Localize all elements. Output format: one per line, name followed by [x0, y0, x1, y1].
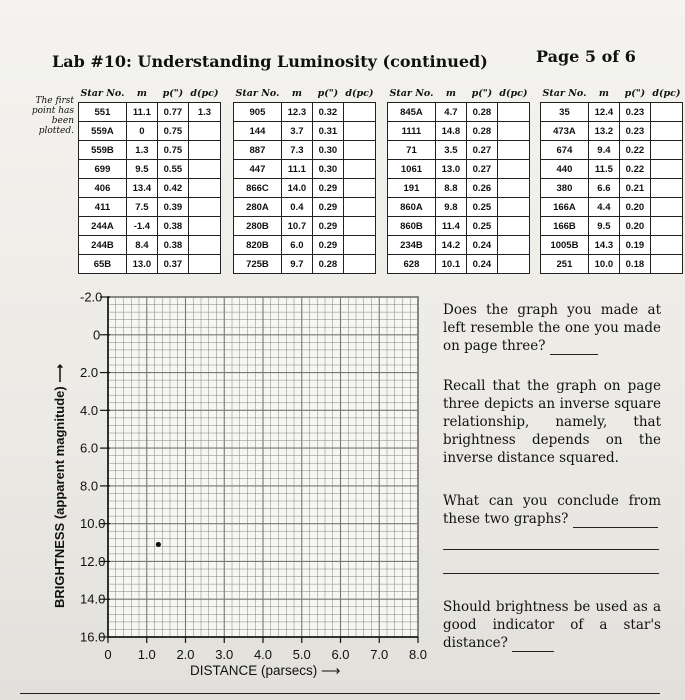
table-cell: 9.7	[281, 255, 312, 274]
column-header: p(")	[162, 87, 184, 99]
table-cell: 820B	[234, 236, 282, 255]
column-header: d(pc)	[190, 87, 219, 99]
x-tick-label: 0	[104, 647, 112, 662]
table-cell: 0.75	[157, 141, 188, 160]
table-cell: 13.0	[126, 255, 157, 274]
table-cell: 0.26	[466, 179, 497, 198]
table-cell: 0.42	[157, 179, 188, 198]
table-cell: 0.77	[157, 103, 188, 122]
table-cell: 0.37	[157, 255, 188, 274]
column-header: p(")	[317, 87, 339, 99]
table-cell: 13.4	[126, 179, 157, 198]
table-cell: 1005B	[541, 236, 589, 255]
table-cell: 380	[541, 179, 589, 198]
table-cell: 887	[234, 141, 282, 160]
y-tick-label: 14.0	[80, 591, 106, 607]
table-cell: 244A	[79, 217, 127, 236]
column-header: m	[291, 87, 302, 99]
table-cell: 0.31	[312, 122, 343, 141]
table-cell: 845A	[388, 103, 436, 122]
answer-blank-3[interactable]	[573, 527, 658, 528]
table-cell: 13.0	[435, 160, 466, 179]
table-cell: 3.7	[281, 122, 312, 141]
table-cell: 628	[388, 255, 436, 274]
table-cell: 9.8	[435, 198, 466, 217]
page-title: Lab #10: Understanding Luminosity (continued)	[52, 52, 488, 71]
table-cell: 0.27	[466, 141, 497, 160]
table-cell: 6.0	[281, 236, 312, 255]
arrow-up-icon: ⟶	[52, 363, 67, 383]
table-cell: 251	[541, 255, 589, 274]
table-cell: 7.5	[126, 198, 157, 217]
x-tick-label: 8.0	[408, 647, 428, 662]
table-cell: 12.4	[588, 103, 619, 122]
table-cell: 244B	[79, 236, 127, 255]
table-cell: 447	[234, 160, 282, 179]
y-tick-label: 10.0	[80, 516, 106, 532]
table-cell: 674	[541, 141, 589, 160]
table-cell: 8.8	[435, 179, 466, 198]
table-cell: 0.55	[157, 160, 188, 179]
question-4: Should brightness be used as a good indicator of a star's distance?	[443, 599, 661, 651]
x-tick-label: 5.0	[292, 647, 311, 662]
table-cell: 0.30	[312, 141, 343, 160]
y-axis-label: BRIGHTNESS (apparent magnitude) ⟶	[52, 363, 67, 608]
table-cell: 0.25	[466, 217, 497, 236]
answer-line-3b[interactable]	[443, 549, 659, 550]
table-cell: 0.30	[312, 160, 343, 179]
x-tick-label: 3.0	[215, 647, 234, 662]
table-cell: 6.6	[588, 179, 619, 198]
table-cell: 11.1	[281, 160, 312, 179]
table-cell: 0.22	[619, 141, 650, 160]
table-cell: 12.3	[281, 103, 312, 122]
column-header: d(pc)	[652, 87, 681, 99]
y-tick-label: 12.0	[80, 553, 106, 569]
table-cell: 473A	[541, 122, 589, 141]
table-cell: 4.4	[588, 198, 619, 217]
table-cell: 0.29	[312, 179, 343, 198]
table-cell: 280A	[234, 198, 282, 217]
column-header: m	[136, 87, 147, 99]
table-cell: 9.5	[588, 217, 619, 236]
table-cell: 0.29	[312, 236, 343, 255]
table-cell: 7.3	[281, 141, 312, 160]
x-tick-label: 6.0	[331, 647, 350, 662]
x-axis-label: DISTANCE (parsecs) ⟶	[190, 663, 341, 678]
table-cell: 1111	[388, 122, 436, 141]
y-tick-label: 4.0	[80, 402, 99, 418]
table-cell: 0.24	[466, 255, 497, 274]
table-cell: 14.3	[588, 236, 619, 255]
table-cell: -1.4	[126, 217, 157, 236]
table-cell: 11.4	[435, 217, 466, 236]
table-cell: 0.27	[466, 160, 497, 179]
table-cell: 35	[541, 103, 589, 122]
table-cell: 8.4	[126, 236, 157, 255]
table-cell: 144	[234, 122, 282, 141]
table-cell: 280B	[234, 217, 282, 236]
y-tick-label: 2.0	[80, 365, 99, 381]
table-cell: 406	[79, 179, 127, 198]
column-header: m	[598, 87, 609, 99]
table-cell: 0.39	[157, 198, 188, 217]
table-cell: 860A	[388, 198, 436, 217]
table-cell: 0.4	[281, 198, 312, 217]
table-cell: 10.0	[588, 255, 619, 274]
table-cell: 0.28	[466, 103, 497, 122]
table-cell: 725B	[234, 255, 282, 274]
table-cell: 699	[79, 160, 127, 179]
column-header: p(")	[624, 87, 646, 99]
table-cell: 0.20	[619, 217, 650, 236]
column-header: d(pc)	[345, 87, 374, 99]
question-2: Recall that the graph on page three depicts an inverse square relationship, namely, that brightness depends on the inverse distance squared.	[443, 378, 661, 466]
table-cell: 0.38	[157, 236, 188, 255]
column-header: Star No.	[542, 87, 587, 99]
table-cell: 11.5	[588, 160, 619, 179]
table-cell: 559B	[79, 141, 127, 160]
table-cell: 14.0	[281, 179, 312, 198]
column-header: d(pc)	[499, 87, 528, 99]
y-tick-label: 0	[93, 327, 101, 343]
table-cell: 0	[126, 122, 157, 141]
table-cell: 0.28	[466, 122, 497, 141]
table-cell: 0.23	[619, 103, 650, 122]
table-cell: 905	[234, 103, 282, 122]
x-tick-label: 2.0	[176, 647, 195, 662]
table-cell: 166B	[541, 217, 589, 236]
y-tick-label: 16.0	[80, 629, 106, 645]
distance-cell[interactable]: 1.3	[188, 103, 220, 122]
table-cell: 9.5	[126, 160, 157, 179]
answer-line-3c[interactable]	[443, 573, 659, 574]
table-cell: 14.2	[435, 236, 466, 255]
x-tick-label: 1.0	[137, 647, 156, 662]
table-cell: 0.19	[619, 236, 650, 255]
table-cell: 440	[541, 160, 589, 179]
table-cell: 1.3	[126, 141, 157, 160]
column-header: p(")	[471, 87, 493, 99]
table-cell: 0.29	[312, 198, 343, 217]
table-cell: 166A	[541, 198, 589, 217]
question-3: What can you conclude from these two graphs?	[443, 493, 661, 527]
table-cell: 0.20	[619, 198, 650, 217]
question-1: Does the graph you made at left resemble the one you made on page three?	[443, 302, 661, 354]
table-cell: 0.29	[312, 217, 343, 236]
table-cell: 65B	[79, 255, 127, 274]
column-header: Star No.	[235, 87, 280, 99]
x-tick-label: 7.0	[370, 647, 389, 662]
table-cell: 0.23	[619, 122, 650, 141]
table-cell: 0.38	[157, 217, 188, 236]
table-cell: 411	[79, 198, 127, 217]
table-cell: 3.5	[435, 141, 466, 160]
table-cell: 4.7	[435, 103, 466, 122]
page-number: Page 5 of 6	[536, 47, 636, 66]
page-bottom-rule	[20, 693, 660, 694]
table-cell: 11.1	[126, 103, 157, 122]
table-cell: 234B	[388, 236, 436, 255]
table-cell: 14.8	[435, 122, 466, 141]
table-cell: 866C	[234, 179, 282, 198]
answer-blank-4[interactable]	[512, 651, 554, 652]
plotted-note: The first point has been plotted.	[31, 96, 74, 136]
table-cell: 10.1	[435, 255, 466, 274]
table-cell: 0.18	[619, 255, 650, 274]
table-cell: 0.28	[312, 255, 343, 274]
table-cell: 559A	[79, 122, 127, 141]
x-tick-label: 4.0	[253, 647, 273, 662]
table-cell: 0.25	[466, 198, 497, 217]
table-cell: 0.32	[312, 103, 343, 122]
column-header: Star No.	[80, 87, 125, 99]
table-cell: 0.21	[619, 179, 650, 198]
table-cell: 13.2	[588, 122, 619, 141]
column-header: m	[445, 87, 456, 99]
y-tick-label: 8.0	[80, 478, 99, 494]
table-cell: 1061	[388, 160, 436, 179]
table-cell: 191	[388, 179, 436, 198]
table-cell: 0.75	[157, 122, 188, 141]
table-cell: 860B	[388, 217, 436, 236]
y-tick-label: -2.0	[80, 289, 103, 305]
table-cell: 551	[79, 103, 127, 122]
table-cell: 71	[388, 141, 436, 160]
table-cell: 10.7	[281, 217, 312, 236]
column-header: Star No.	[389, 87, 434, 99]
table-cell: 0.24	[466, 236, 497, 255]
table-cell: 9.4	[588, 141, 619, 160]
data-point	[156, 542, 161, 547]
arrow-right-icon: ⟶	[321, 663, 341, 678]
y-tick-label: 6.0	[80, 440, 99, 456]
answer-blank-1[interactable]	[550, 354, 598, 355]
table-cell: 0.22	[619, 160, 650, 179]
